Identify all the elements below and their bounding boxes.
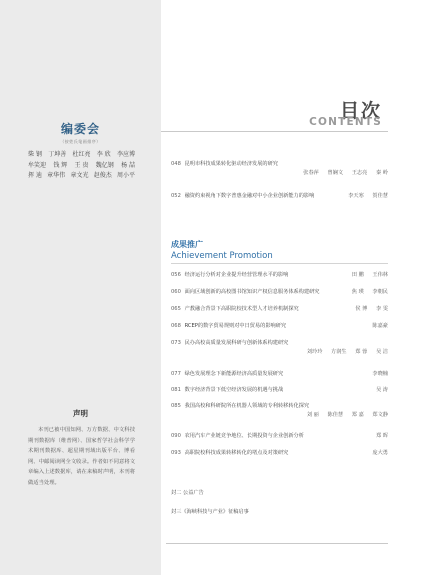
toc-entry[interactable] bbox=[171, 339, 388, 355]
author: 贺佳慧 bbox=[372, 193, 388, 199]
toc-entry-text: 我国高校和科研院所在机器人领域的专利转移转化探究 bbox=[184, 403, 310, 409]
toc-entry-title bbox=[171, 402, 388, 409]
board-member: 柴 钢 bbox=[28, 151, 42, 158]
author: 吴 涛 bbox=[375, 387, 388, 393]
toc-entry-page: 093 bbox=[171, 450, 181, 456]
board-member: 魏亿钢 bbox=[95, 161, 114, 169]
toc-entry-text: 绿色发展理念下新能源经济高质量发展研究 bbox=[184, 371, 284, 377]
ad-entry-text: 封三《海峡科技与产业》征稿启事 bbox=[171, 509, 249, 515]
author: 方润生 bbox=[331, 349, 347, 355]
author: 刘 丽 bbox=[306, 412, 319, 418]
ad-entry-text: 封二 公益广告 bbox=[171, 490, 204, 496]
toc-entry-text: 昆明市科技成果转化驱动经济发展的研究 bbox=[184, 161, 278, 167]
board-member: 李应博 bbox=[116, 151, 135, 158]
board-member: 丁坤善 bbox=[48, 151, 67, 158]
toc-entry-title bbox=[171, 432, 388, 439]
board-member: 章华伟 bbox=[47, 172, 66, 179]
toc-entry-page: 056 bbox=[171, 272, 181, 278]
toc-entry-page: 073 bbox=[171, 340, 181, 346]
board-member: 周小平 bbox=[116, 172, 135, 179]
board-member: 挥 迪 bbox=[28, 172, 42, 179]
toc-entry[interactable] bbox=[171, 288, 388, 295]
author: 郑 蓉 bbox=[355, 349, 368, 355]
toc-entry[interactable] bbox=[171, 449, 388, 456]
section-title: 成果推广 bbox=[171, 240, 203, 249]
sidebar bbox=[0, 0, 161, 575]
author: 田 鹏 bbox=[351, 272, 364, 278]
author: 陈嘉豪 bbox=[372, 323, 388, 329]
toc-entry[interactable] bbox=[171, 192, 388, 199]
toc-entry[interactable] bbox=[171, 305, 388, 312]
toc-entry[interactable] bbox=[171, 322, 388, 329]
board-row bbox=[0, 171, 161, 182]
toc-entry-title bbox=[171, 386, 388, 393]
author: 王伟林 bbox=[372, 272, 388, 278]
toc-entry-authors bbox=[341, 192, 388, 199]
declaration-title: 声明 bbox=[73, 409, 88, 418]
divider bbox=[166, 543, 388, 544]
author: 李朝民 bbox=[372, 289, 388, 295]
board-member: 杨 喆 bbox=[121, 161, 135, 169]
board-member: 杜红亮 bbox=[72, 151, 91, 158]
author: 王志亮 bbox=[351, 170, 368, 176]
toc-entry[interactable] bbox=[171, 386, 388, 393]
author: 张春萍 bbox=[303, 170, 319, 176]
toc-entry-page: 068 bbox=[171, 323, 181, 329]
toc-entry-page: 065 bbox=[171, 306, 181, 312]
toc-entry[interactable] bbox=[171, 160, 388, 176]
board-row bbox=[0, 150, 161, 161]
toc-entry-authors bbox=[348, 305, 388, 312]
author: 郑 嘉 bbox=[351, 412, 364, 418]
toc-entry-authors bbox=[171, 348, 388, 355]
divider bbox=[161, 131, 388, 132]
toc-entry-page: 077 bbox=[171, 371, 181, 377]
toc-entry-text: 高职院校科技成果转移转化的堵点及对策研究 bbox=[184, 450, 289, 456]
toc-entry-title bbox=[171, 449, 388, 456]
declaration bbox=[0, 408, 161, 489]
toc-entry-text: 农用汽车产业链竞争地位、长期投资与企业创新分析 bbox=[184, 433, 304, 439]
toc-entry[interactable] bbox=[171, 432, 388, 439]
toc-entry-authors bbox=[369, 386, 388, 393]
author: 郑文静 bbox=[372, 412, 388, 418]
board-member: 王 贵 bbox=[74, 161, 89, 169]
toc-entry-page: 048 bbox=[171, 161, 181, 167]
author: 李晓楠 bbox=[372, 371, 388, 377]
editorial-board-subtitle: （按姓氏笔画排序） bbox=[60, 139, 101, 144]
toc-entry-title bbox=[171, 339, 388, 346]
board-member: 李 欣 bbox=[96, 151, 111, 158]
toc-entry[interactable] bbox=[171, 402, 388, 418]
ad-entry[interactable] bbox=[171, 508, 388, 515]
editorial-board-names bbox=[0, 150, 161, 182]
board-member: 赵俊杰 bbox=[93, 172, 112, 179]
toc-entry-page: 090 bbox=[171, 433, 181, 439]
author: 李天寒 bbox=[348, 193, 364, 199]
toc-entry-page: 081 bbox=[171, 387, 181, 393]
toc-entry-authors bbox=[171, 411, 388, 418]
toc-entry-page: 060 bbox=[171, 289, 181, 295]
author: 刘玲玲 bbox=[306, 349, 323, 355]
toc-entry-authors bbox=[369, 432, 388, 439]
page-title: 目次 bbox=[339, 100, 382, 122]
toc-entry-authors bbox=[171, 169, 388, 176]
board-member: 章文光 bbox=[70, 172, 89, 179]
section-subtitle: Achievement Promotion bbox=[171, 251, 273, 261]
author: 李 雯 bbox=[375, 306, 388, 312]
toc-entry-page: 052 bbox=[171, 193, 181, 199]
author: 秦 岭 bbox=[375, 170, 388, 176]
editorial-board bbox=[0, 120, 161, 182]
toc-entry-authors bbox=[365, 370, 388, 377]
toc-entry-text: RCEP的数字贸易规则对中日贸易的影响研究 bbox=[184, 323, 287, 329]
author: 曾娴文 bbox=[327, 170, 344, 176]
toc-entry-title bbox=[171, 370, 388, 377]
editorial-board-title: 编委会 bbox=[60, 122, 100, 136]
board-member: 钱 辉 bbox=[53, 161, 68, 169]
toc-entry-text: 融资约束视角下数字普惠金融对中小企业创新能力的影响 bbox=[184, 193, 315, 199]
toc-entry-authors bbox=[345, 271, 388, 278]
page-subtitle: CONTENTS bbox=[309, 116, 382, 128]
toc-entry-authors bbox=[345, 288, 388, 295]
toc-entry[interactable] bbox=[171, 370, 388, 377]
toc-entry-authors bbox=[365, 322, 388, 329]
author: 吴 洁 bbox=[375, 349, 388, 355]
board-row bbox=[0, 161, 161, 172]
toc-entry-page: 085 bbox=[171, 403, 181, 409]
toc-entry-text: 民办高校高质量发展科研与创新体系构建研究 bbox=[184, 340, 289, 346]
declaration-body: 本刊已被中国知网、万方数据、中文科技期刊数据库（维普网）、国家哲学社会科学学术期刊数据库、超星期刊域出版平台、博看网、中邮阅读网全文收录。作者如不同意将文章编入上述数据库，请在来稿时声明，本刊将做适当处理。 bbox=[28, 427, 135, 486]
toc-entry-text: 数字经济背景下低空经济发展的机遇与挑战 bbox=[184, 387, 284, 393]
toc-entry-text: 经济运行分析对企业提升经营管理水平的影响 bbox=[184, 272, 289, 278]
toc-entry-text: 面向区域创新的高校图书馆知识产权信息服务体系构建研究 bbox=[184, 289, 320, 295]
author: 郑 晖 bbox=[375, 433, 388, 439]
toc-entry-title bbox=[171, 322, 388, 329]
toc-entry-authors bbox=[365, 449, 388, 456]
toc-entry-text: 产教融合背景下高职院校技术型人才培养机制探究 bbox=[184, 306, 299, 312]
board-member: 牟笑迎 bbox=[28, 161, 47, 169]
section-divider bbox=[171, 263, 388, 264]
toc-entry[interactable] bbox=[171, 271, 388, 278]
ad-entry[interactable] bbox=[171, 489, 388, 496]
author: 侯 博 bbox=[355, 306, 368, 312]
toc-entry-title bbox=[171, 160, 388, 167]
author: 陈佳慧 bbox=[327, 412, 344, 418]
author: 焦 瑛 bbox=[351, 289, 364, 295]
author: 庞大勇 bbox=[372, 450, 388, 456]
